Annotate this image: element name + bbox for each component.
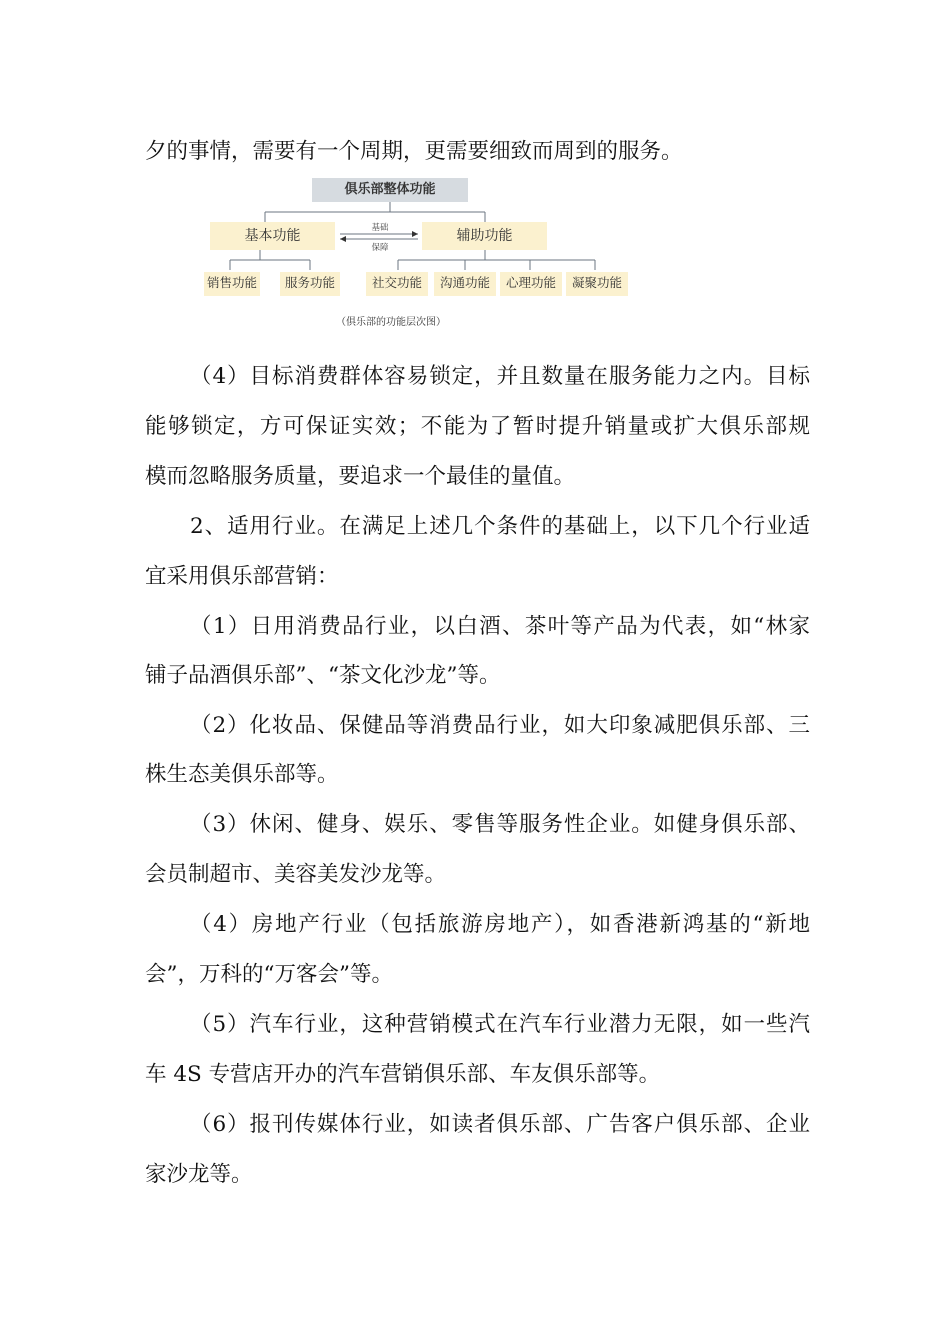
function-hierarchy-diagram (200, 176, 630, 336)
diagram-leaf-node: 凝聚功能 (566, 272, 628, 296)
diagram-arrow-label-top: 基础 (371, 223, 389, 233)
paragraph-line: 宜采用俱乐部营销： (145, 564, 339, 589)
diagram-basic-node: 基本功能 (210, 222, 335, 250)
paragraph-line: （1）日用消费品行业，以白酒、茶叶等产品为代表，如“林家 (190, 614, 810, 639)
diagram-leaf-node: 沟通功能 (434, 272, 496, 296)
paragraph-line: 会”，万科的“万客会”等。 (145, 962, 393, 987)
diagram-leaf-node: 心理功能 (500, 272, 562, 296)
diagram-leaf-node: 服务功能 (280, 272, 340, 296)
diagram-top-node: 俱乐部整体功能 (312, 178, 468, 202)
paragraph-line: 铺子品酒俱乐部”、“茶文化沙龙”等。 (145, 663, 501, 688)
diagram-arrow-label-bottom: 保障 (371, 243, 389, 253)
paragraph-line: 夕的事情，需要有一个周期，更需要细致而周到的服务。 (145, 139, 683, 164)
paragraph-line: （6）报刊传媒体行业，如读者俱乐部、广告客户俱乐部、企业 (190, 1112, 810, 1137)
diagram-auxiliary-node: 辅助功能 (422, 222, 547, 250)
paragraph-line: 2、适用行业。在满足上述几个条件的基础上，以下几个行业适 (190, 514, 810, 539)
paragraph-line: 车 4S 专营店开办的汽车营销俱乐部、车友俱乐部等。 (145, 1062, 661, 1087)
paragraph-line: （2）化妆品、保健品等消费品行业，如大印象减肥俱乐部、三 (190, 713, 810, 738)
paragraph-line: 能够锁定，方可保证实效；不能为了暂时提升销量或扩大俱乐部规 (145, 414, 810, 439)
paragraph-line: （3）休闲、健身、娱乐、零售等服务性企业。如健身俱乐部、 (190, 812, 810, 837)
paragraph-line: （4）目标消费群体容易锁定，并且数量在服务能力之内。目标 (190, 364, 810, 389)
paragraph-line: 家沙龙等。 (145, 1162, 253, 1187)
diagram-caption: （俱乐部的功能层次图） (336, 317, 446, 328)
paragraph-line: 模而忽略服务质量，要追求一个最佳的量值。 (145, 464, 576, 489)
paragraph-line: 会员制超市、美容美发沙龙等。 (145, 862, 447, 887)
diagram-leaf-node: 社交功能 (366, 272, 428, 296)
diagram-leaf-node: 销售功能 (204, 272, 260, 296)
paragraph-line: 株生态美俱乐部等。 (145, 762, 339, 787)
paragraph-line: （4）房地产行业（包括旅游房地产），如香港新鸿基的“新地 (190, 912, 810, 937)
paragraph-line: （5）汽车行业，这种营销模式在汽车行业潜力无限，如一些汽 (190, 1012, 810, 1037)
